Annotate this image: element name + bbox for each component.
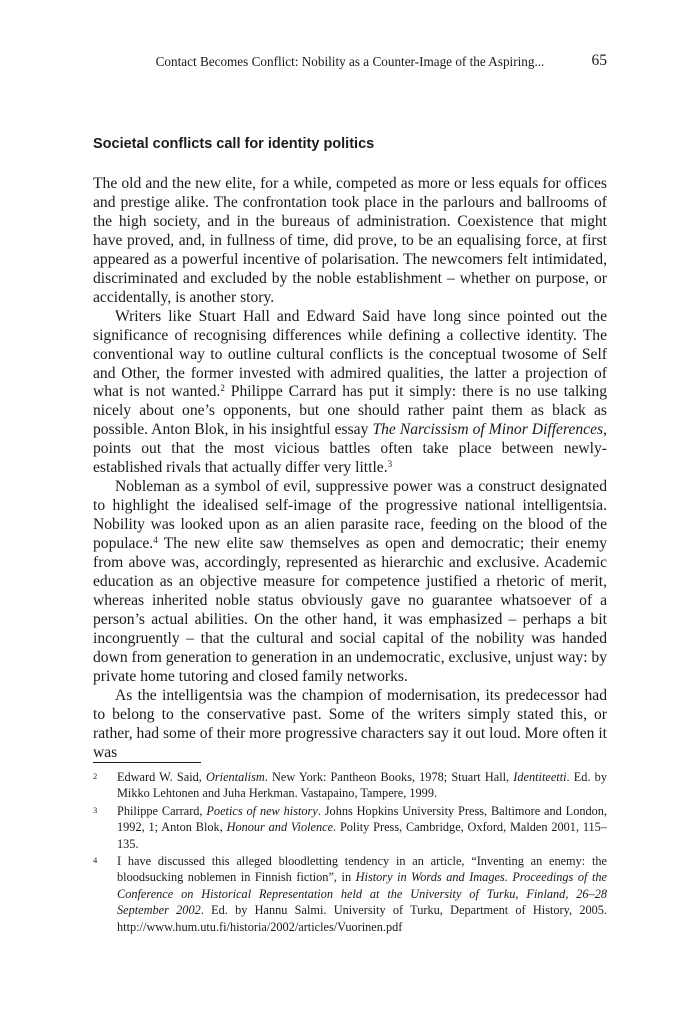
footnote-number: 2 [93,771,98,781]
paragraph-3 [93,478,607,686]
paragraph-4 [93,687,607,763]
footnote-text: I have discussed this alleged bloodletting tendency in an article, “Inventing an enemy: the bloodsucking noblemen in Finnish fiction”, in [117,854,607,885]
footnote-ref[interactable]: 2 [220,383,225,394]
footnote-number: 3 [93,804,98,815]
paragraph-text: The new elite saw themselves as open and democratic; their enemy from above was, accordingly, represented as hierarchic and exclusive. Academic education as an objective measure for competence justified a rhetoric of merit, whereas inherited noble status obviously gave no guarantee whatsoever of a person’s actual abilities. On the other hand, it was emphasized – perhaps a bit incongruently – that the cultural and social capital of the nobility was handed down from generation to generation in an undemocratic, exclusive, unjust way: by private home tutoring and closed family networks. [93,535,608,685]
footnote-title: Orientalism [206,770,265,784]
section-heading: Societal conflicts call for identity politics [93,136,375,152]
footnote-text: . Polity Press, Cambridge, Oxford, Malden 2001, 115–135. [117,820,607,851]
footnote-4 [93,853,607,935]
footnote-text: . Johns Hopkins University Press, Baltimore and London, 1992, 1; Anton Blok, [117,803,608,835]
footnote-3 [93,803,607,852]
footnote-title: Honour and Violence [226,820,334,835]
paragraph-text: , points out that the most vicious battles often take place between newly-established rivals that actually differ very little. [93,421,607,477]
footnote-ref[interactable]: 3 [387,459,393,470]
footnote-number: 4 [93,855,98,866]
body-text [93,175,607,763]
footnote-text: . Ed. by Hannu Salmi. University of Turku, Department of History, 2005. http://www.hum.utu.fi/historia/2002/articles/Vuorinen.pdf [117,903,607,934]
page-number: 65 [591,52,607,69]
paragraph-text: Writers like Stuart Hall and Edward Said have long since pointed out the significance of recognising differences while defining a collective identity. The conventional way to outline cultural conflicts is the conceptual twosome of Self and Other, the former invested with admired qualities, the latter a projection of what is not wanted. [93,307,607,401]
footnote-ref[interactable]: 4 [153,535,158,546]
footnote-2 [93,769,607,802]
paragraph-1 [93,175,607,308]
paragraph-text: The old and the new elite, for a while, competed as more or less equals for offices and prestige alike. The confrontation took place in the parlours and ballrooms of the high society, and in the bureaus of administration. Coexistence that might have proved, and, in fullness of time, did prove, to be an equalising force, at first appeared as a powerful incentive of polarisation. The newcomers felt intimidated, discriminated and excluded by the noble establishment – whether on purpose, or accidentally, is another story. [93,175,607,306]
footnote-divider [93,762,201,763]
paragraph-text: As the intelligentsia was the champion of modernisation, its predecessor had to belong to the conservative past. Some of the writers simply stated this, or rather, had some of their more progressive characters say it out loud. More often it was [93,686,607,761]
paragraph-text: Nobleman as a symbol of evil, suppressive power was a construct designated to highlight the idealised self-image of the progressive national intelligentsia. Nobility was looked upon as an alien parasite race, feeding on the blood of the populace. [93,478,607,553]
essay-title: The Narcissism of Minor Differences [372,421,604,439]
footnote-text: . New York: Pantheon Books, 1978; Stuart Hall, [264,770,514,784]
footnote-text: . Ed. by Mikko Lehtonen and Juha Herkman. Vastapaino, Tampere, 1999. [117,770,607,801]
paragraph-text: Philippe Carrard has put it simply: there is no use talking nicely about one’s opponents, but one should rather paint them as black as possible. Anton Blok, in his insightful essay [93,383,608,439]
running-head: Contact Becomes Conflict: Nobility as a Counter-Image of the Aspiring... [155,54,545,69]
footnote-title: Poetics of new history [206,803,318,818]
paragraph-2 [93,308,607,479]
footnote-text: Philippe Carrard, [117,803,207,818]
footnote-text: Edward W. Said, [117,770,206,784]
footnotes [93,769,607,936]
footnote-title: Identiteetti [513,770,567,784]
footnote-title: History in Words and Images. Proceedings of the Conference on Historical Representation held at the University of Turku, Finland, 26–28 September 2002 [117,870,607,918]
